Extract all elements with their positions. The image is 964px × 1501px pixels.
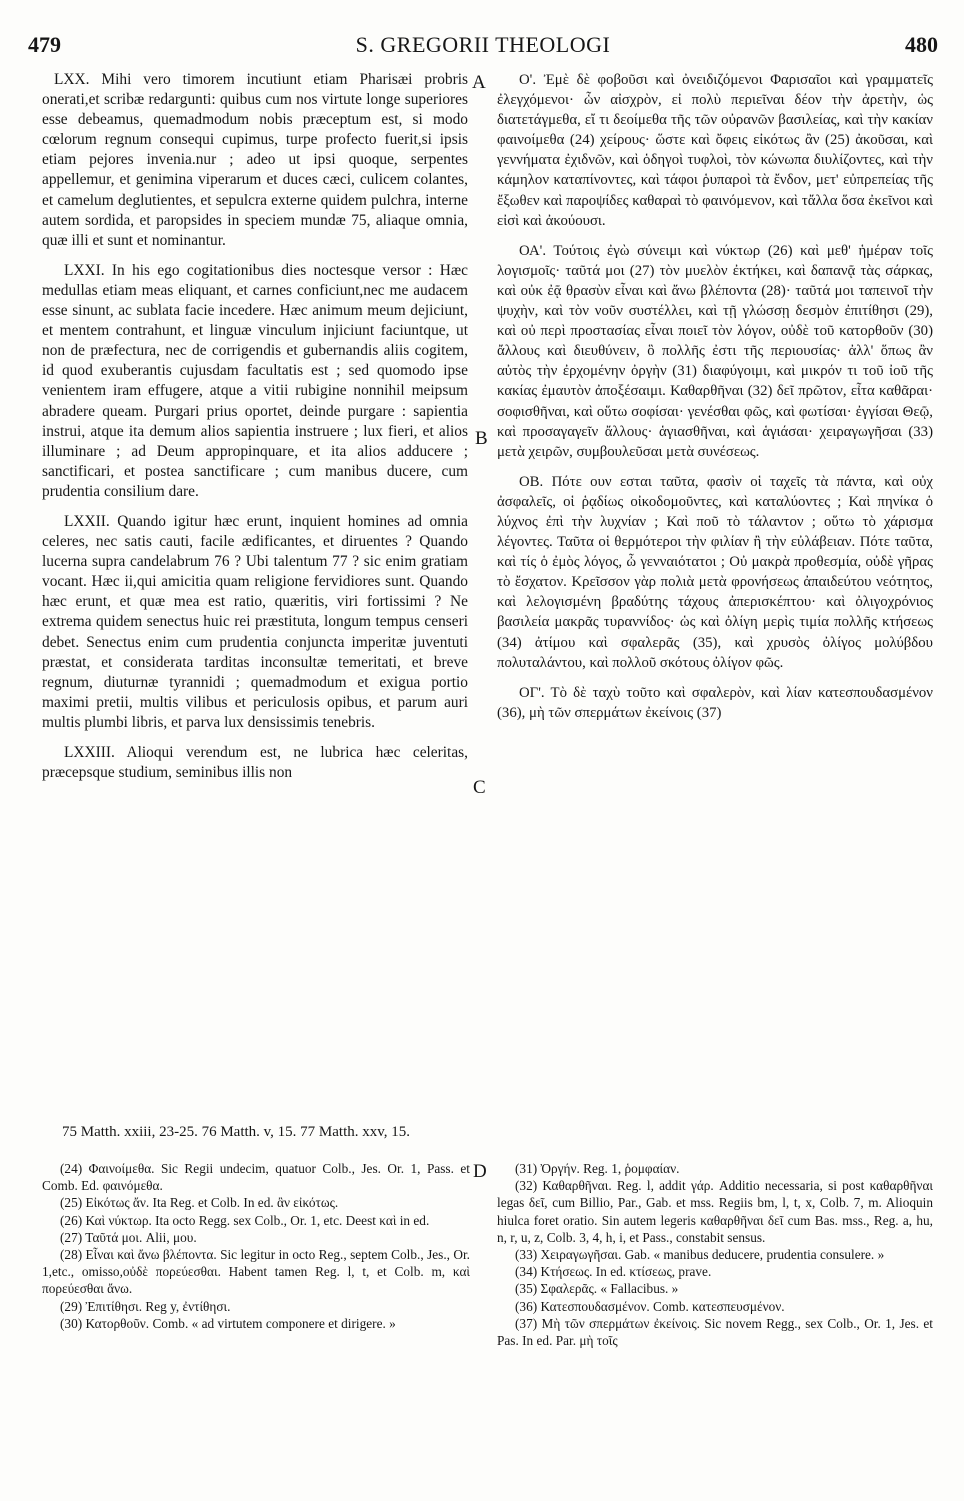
footnote-26: (26) Καὶ νύκτωρ. Ita octo Regg. sex Colb., Or. 1, etc. Deest καὶ in ed. <box>60 1212 430 1228</box>
page-number-left: 479 <box>28 32 61 57</box>
footnote-34: (34) Κτήσεως. In ed. κτίσεως, prave. <box>515 1264 712 1280</box>
footnote-35: (35) Σφαλερᾶς. « Fallacibus. » <box>515 1281 679 1297</box>
greek-paragraph-og: ΟΓ'. Τὸ δὲ ταχὺ τοῦτο καὶ σφαλερὸν, καὶ λίαν κατεσπουδασμένον (36), μὴ τῶν σπερμάτων ἐκείνοις (37) <box>497 684 933 721</box>
footnote-29: (29) Ἐπιτίθησι. Reg y, ἐντίθησι. <box>60 1298 231 1314</box>
footnote-28: (28) Εἶναι καὶ ἄνω βλέποντα. Sic legitur in octo Reg., septem Colb., Jes., Or. 1,etc., omisso,οὐδὲ πορεύεσθαι. Habent tamen Reg. l, t, et Colb. m, καὶ πορεύεσθαι ἄνω. <box>42 1247 470 1297</box>
greek-paragraph-o: Ο'. Ἐμὲ δὲ φοβοῦσι καὶ ὀνειδιζόμενοι Φαρισαῖοι καὶ γραμματεῖς ἐλεγχόμενοι· ὧν αἰσχρὸν, εἰ πολὺ περιεῖναι δέον τὴν ἀρετὴν, ὡς διατετάγμεθα, εἴ τι δεοίμεθα τῆς τῶν οὐρανῶν βασιλείας, καὶ τὴν κακίαν φαινοίμεθα (24) χείρους· ὥστε καὶ ὄφεις εἰκότως ἂν (25) ἀκοῦσαι, καὶ γεννήματα ἐχιδνῶν, καὶ ὁδηγοὶ τυφλοὶ, τὸν κώνωπα διυλίζοντες, καὶ τὴν κάμηλον καταπίνοντες, καὶ τάφοι ῥυπαροὶ τὰ ἔνδον, μετ' εὐπρεπείας τῆς ἔξωθεν καὶ παροψίδες καθαραὶ τὸ φαινόμενον, καὶ τἄλλα ὅσα ἐκεῖνοι καὶ εἰσὶ καὶ ἀκούουσι. <box>497 72 933 229</box>
footnote-36: (36) Κατεσπουδασμένον. Comb. κατεσπευσμένον. <box>515 1298 785 1314</box>
running-title: S. GREGORII THEOLOGI <box>355 32 611 57</box>
footnote-30: (30) Κατορθοῦν. Comb. « ad virtutem componere et dirigere. » <box>60 1315 396 1331</box>
footnote-24: (24) Φαινοίμεθα. Sic Regii undecim, quatuor Colb., Jes. Or. 1, Pass. et Comb. Ed. φαινόμεθα. <box>42 1161 470 1194</box>
footnote-25: (25) Εἰκότως ἄν. Ita Reg. et Colb. In ed. ἂν εἰκότως. <box>60 1195 339 1211</box>
footnote-27: (27) Ταῦτά μοι. Alii, μου. <box>60 1229 197 1245</box>
margin-letter-a: A <box>472 72 486 93</box>
greek-paragraph-oa: ΟΑ'. Τούτοις ἐγὼ σύνειμι καὶ νύκτωρ (26) καὶ μεθ' ἡμέραν τοῖς λογισμοῖς· ταῦτά μοι (27) τὸν μυελὸν ἐκτήκει, καὶ δαπανᾷ τὰς σάρκας, καὶ οὐκ ἐᾷ θρασὺν εἶναι καὶ ἄνω βλέποντα (28)· ταῦτά μοι ταπεινοῖ τὴν ψυχὴν, καὶ τὸν νοῦν συστέλλει, καὶ τῇ γλώσσῃ δεσμὸν ἐπιτίθησι (29), καὶ οὐ περὶ προστασίας εἶναι ποιεῖ τὸν λόγον, οὐδὲ τοῦ κατορθοῦν (30) ἄλλους καὶ διευθύνειν, ὃ πολλῆς ἐστι τῆς περιουσίας· ἀλλ' ὅπως ἂν αὐτὸς τὴν ἐρχομένην ὀργὴν (31) διαφύγοιμι, καὶ μικρόν τι τοῦ ἰοῦ τῆς κακίας ἐμαυτὸν ἀποξέσαιμι. Καθαρθῆναι (32) δεῖ πρῶτον, εἶτα καθᾶραι· σοφισθῆναι, καὶ οὕτω σοφίσαι· γενέσθαι φῶς, καὶ φωτίσαι· ἐγγίσαι Θεῷ, καὶ προσαγαγεῖν ἄλλους· ἁγιασθῆναι, καὶ ἁγιάσαι· χειραγωγῆσαι (33) μετὰ χειρῶν, συμβουλεῦσαι μετὰ συνέσεως. <box>497 242 933 460</box>
page-number-right: 480 <box>905 32 938 57</box>
page-header <box>28 32 938 62</box>
greek-column <box>497 70 933 733</box>
latin-paragraph-lxx: LXX. Mihi vero timorem incutiunt etiam Pharisæi probris onerati,et scribæ redargunti: quibus cum nos virtute longe superiores esse debeamus, quemadmodum nobis præceptum est, si modo cœlorum regnum consequi cupimus, turpe profecto fuerit,si ipsis etiam pejores invenia.nur ; adeo ut ipsi quoque, serpentes appellemur, et genimina viperarum et duces cæci, culicem colantes, et camelum deglutientes, et sepulcra externe quidem pulchra, interne autem sordida, et paropsides in speciem mundæ 75, aliaque omnia, quæ illi et sunt et nominantur. <box>42 71 468 249</box>
latin-paragraph-lxxiii: LXXIII. Alioqui verendum est, ne lubrica hæc celeritas, præcepsque studium, seminibus illis non <box>42 744 468 782</box>
margin-letter-d: D <box>473 1161 487 1182</box>
footnote-31: (31) Ὀργήν. Reg. 1, ῥομφαίαν. <box>515 1161 680 1176</box>
margin-letter-c: C <box>473 777 486 798</box>
latin-paragraph-lxxii: LXXII. Quando igitur hæc erunt, inquient homines ad omnia celeres, nec satis cauti, facile ædificantes, et diruentes ? Quando lucerna supra candelabrum 76 ? Ubi talentum 77 ? sic enim gratiam vocant. Hæc ii,qui amicitia quam religione fervidiores sunt. Quando hæc erunt, et quæ mea est ratio, quæritis, viri fortissimi ? Ne extrema quidem senectus huic rei præstituta, longum tempus censeri debet. Senectus enim cum prudentia conjuncta imperitæ juventuti præstat, et considerata tarditas inconsultæ temeritati, et breve regnum, diuturnæ tyrannidi ; quemadmodum et exigua portio maximi pretii, multis vilibus et periculosis opibus, et parum auri multis plumbi libris, et parva lux densissimis tenebris. <box>42 512 468 731</box>
footnotes-right <box>497 1160 933 1349</box>
footnote-32: (32) Καθαρθῆναι. Reg. l, addit γάρ. Additio necessaria, si post καθαρθῆναι legas δεῖ, cum Billio, Par., Gab. et mss. Regiis bm, l, t, x, Colb. 7, m. Alioquin hiulca foret oratio. Sin autem legeris καθαρθῆναι δεῖ cum Bas. mss., Reg. a, hu, n, r, u, z, Colb. 3, 4, h, i, et Pass., constabit sensus. <box>497 1178 933 1245</box>
latin-paragraph-lxxi: LXXI. In his ego cogitationibus dies noctesque versor : Hæc medullas etiam meas eliquant, et carnes conficiunt,nec me audacem esse sinunt, ac sublata facie incedere. Hæc animum meum dejiciunt, et mentem contrahunt, et linguæ vinculum injiciunt faciuntque, ut non de præfectura, nec de corrigendis et gubernandis aliis cogitem, id quod exuberantis cujusdam facultatis est ; sed quomodo ipse venientem iram effugere, atque a vitii rubigine nonnihil meipsum abradere queam. Purgari prius oportet, deinde purgare : sapientia instrui, atque ita demum alios sapientia instruere ; lux fieri, et alios illuminare ; ad Deum appropinquare, et ita alios adducere ; sanctificari, et postea sanctificare ; cum manibus ducere, cum prudentia consilium dare. <box>42 261 468 500</box>
scripture-references: 75 Matth. xxiii, 23-25. 76 Matth. v, 15. 77 Matth. xxv, 15. <box>62 1124 411 1140</box>
footnotes-left <box>42 1160 470 1332</box>
margin-letter-b: B <box>475 428 488 449</box>
greek-paragraph-ob: ΟΒ. Πότε ουν εσται ταῦτα, φασὶν οἱ ταχεῖς τὰ πάντα, καὶ οὐχ ἀσφαλεῖς, οἱ ῥᾳδίως οἰκοδομοῦντες, καὶ καταλύοντες ; Καὶ πηνίκα ὁ λύχνος ἐπὶ τὴν λυχνίαν ; Καὶ ποῦ τὸ τάλαντον ; οὕτω τὸ χάρισμα λέγοντες. Ταῦτα οἱ θερμότεροι τὴν φιλίαν ἢ τὴν εὐλάβειαν. Πότε ταῦτα, καὶ τίς ὁ ἐμὸς λόγος, ὦ γενναιότατοι ; Οὐ μακρὰ προθεσμία, οὐδὲ γῆρας τὸ ἔσχατον. Κρεῖσσον γὰρ πολιὰ μετὰ φρονήσεως ἀπαιδεύτου νεότητος, καὶ λελογισμένη βραδύτης τάχους ἀπερισκέπτου· καὶ ὀλιγοχρόνιος βασιλεία μακρᾶς τυραννίδος· ὡς καὶ ὀλίγη μερὶς τιμία πολλῆς κτήσεως (34) ἀτίμου καὶ σφαλερᾶς (35), καὶ χρυσὸς ὀλίγος μολύβδου πολυταλάντου, καὶ πολλοῦ σκότους ὀλίγον φῶς. <box>497 473 933 671</box>
footnote-37: (37) Μὴ τῶν σπερμάτων ἐκείνοις. Sic novem Regg., sex Colb., Or. 1, Jes. et Pas. In ed. Par. μὴ τοῖς <box>497 1315 933 1349</box>
footnote-33: (33) Χειραγωγῆσαι. Gab. « manibus deducere, prudentia consulere. » <box>515 1247 885 1263</box>
latin-column <box>42 70 468 793</box>
